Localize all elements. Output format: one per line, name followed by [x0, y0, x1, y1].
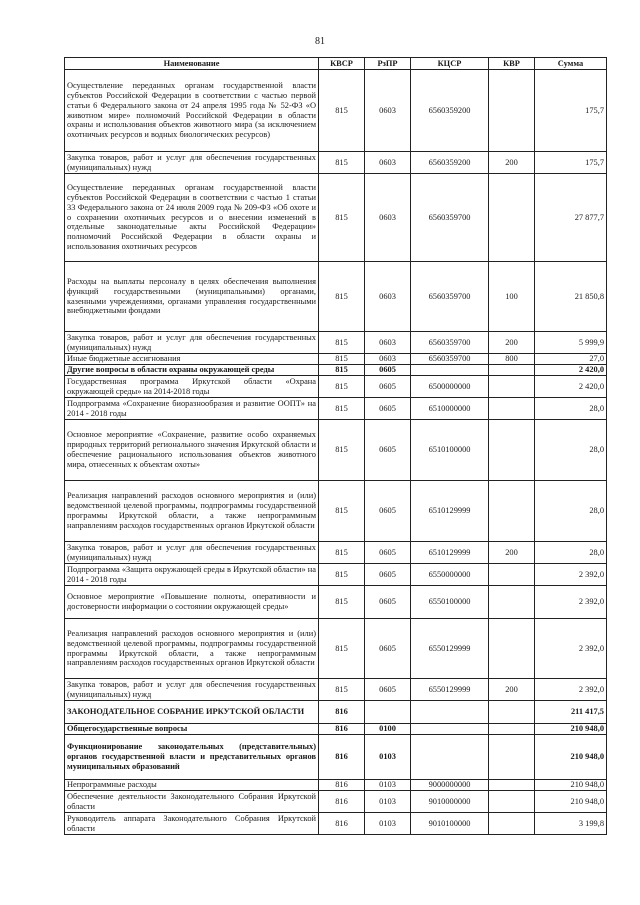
page-number: 81: [315, 36, 325, 47]
cell-name: Основное мероприятие «Сохранение, развитие особо охраняемых природных территорий регионального значения Иркутской области и обеспечение рационального использования объектов животного мира, отнесенных к объектам охоты»: [65, 420, 319, 481]
cell-kcsr: 6500000000: [411, 376, 489, 398]
cell-kcsr: 9000000000: [411, 780, 489, 791]
header-rppr: РзПР: [365, 58, 411, 70]
cell-sum: 2 420,0: [535, 365, 607, 376]
table-row: [65, 70, 607, 152]
cell-name: Руководитель аппарата Законодательного Собрания Иркутской области: [65, 813, 319, 835]
cell-name: Функционирование законодательных (представительных) органов государственной власти и представительных органов муниципальных образований: [65, 735, 319, 780]
cell-rppr: 0100: [365, 724, 411, 735]
cell-kcsr: 6510000000: [411, 398, 489, 420]
cell-rppr: 0103: [365, 791, 411, 813]
cell-kcsr: 6560359700: [411, 174, 489, 262]
cell-rppr: 0103: [365, 735, 411, 780]
cell-kcsr: 6560359200: [411, 70, 489, 152]
table-row: [65, 813, 607, 835]
cell-kvr: 200: [489, 679, 535, 701]
cell-name: Непрограммные расходы: [65, 780, 319, 791]
cell-name: Другие вопросы в области охраны окружающей среды: [65, 365, 319, 376]
table-row: [65, 332, 607, 354]
cell-kvsr: 815: [319, 586, 365, 619]
cell-kvr: [489, 376, 535, 398]
cell-sum: 21 850,8: [535, 262, 607, 332]
cell-kvsr: 815: [319, 481, 365, 542]
cell-rppr: 0605: [365, 420, 411, 481]
cell-rppr: 0603: [365, 152, 411, 174]
cell-sum: 28,0: [535, 398, 607, 420]
table-row: [65, 679, 607, 701]
cell-rppr: 0605: [365, 542, 411, 564]
cell-kvsr: 816: [319, 735, 365, 780]
cell-kcsr: [411, 701, 489, 724]
cell-kcsr: 6550129999: [411, 679, 489, 701]
cell-kvsr: 815: [319, 354, 365, 365]
cell-kvr: 200: [489, 332, 535, 354]
cell-kvsr: 816: [319, 724, 365, 735]
cell-rppr: 0603: [365, 332, 411, 354]
cell-kcsr: 6510129999: [411, 481, 489, 542]
cell-rppr: 0605: [365, 679, 411, 701]
cell-sum: 210 948,0: [535, 780, 607, 791]
cell-kvr: [489, 780, 535, 791]
cell-kvsr: 815: [319, 152, 365, 174]
cell-sum: 27,0: [535, 354, 607, 365]
cell-kvr: [489, 735, 535, 780]
table-row: [65, 791, 607, 813]
cell-kvsr: 815: [319, 365, 365, 376]
cell-sum: 210 948,0: [535, 735, 607, 780]
cell-name: Закупка товаров, работ и услуг для обеспечения государственных (муниципальных) нужд: [65, 332, 319, 354]
cell-name: Государственная программа Иркутской области «Охрана окружающей среды» на 2014-2018 годы: [65, 376, 319, 398]
cell-kvr: [489, 420, 535, 481]
cell-kvsr: 816: [319, 813, 365, 835]
cell-name: Общегосударственные вопросы: [65, 724, 319, 735]
cell-sum: 175,7: [535, 70, 607, 152]
table-row: [65, 735, 607, 780]
header-kcsr: КЦСР: [411, 58, 489, 70]
cell-kvr: 200: [489, 542, 535, 564]
cell-kvr: [489, 481, 535, 542]
cell-name: Иные бюджетные ассигнования: [65, 354, 319, 365]
cell-rppr: 0103: [365, 813, 411, 835]
table-row: [65, 365, 607, 376]
table-row: [65, 376, 607, 398]
cell-kvr: 100: [489, 262, 535, 332]
cell-kvsr: 815: [319, 70, 365, 152]
cell-rppr: 0605: [365, 586, 411, 619]
cell-kcsr: 6560359700: [411, 332, 489, 354]
cell-kcsr: 6560359700: [411, 262, 489, 332]
cell-kcsr: 9010000000: [411, 791, 489, 813]
cell-name: Подпрограмма «Защита окружающей среды в Иркутской области» на 2014 - 2018 годы: [65, 564, 319, 586]
table-row: [65, 542, 607, 564]
cell-kvr: [489, 70, 535, 152]
cell-kvsr: 815: [319, 262, 365, 332]
cell-rppr: [365, 701, 411, 724]
header-kvsr: КВСР: [319, 58, 365, 70]
cell-sum: 2 392,0: [535, 679, 607, 701]
table-row: [65, 354, 607, 365]
cell-sum: 27 877,7: [535, 174, 607, 262]
cell-kvsr: 816: [319, 701, 365, 724]
cell-kvsr: 815: [319, 542, 365, 564]
cell-kvr: 200: [489, 152, 535, 174]
cell-name: Основное мероприятие «Повышение полноты, оперативности и достоверности информации о состоянии окружающей среды»: [65, 586, 319, 619]
cell-kvr: [489, 813, 535, 835]
cell-kvr: [489, 174, 535, 262]
cell-name: Расходы на выплаты персоналу в целях обеспечения выполнения функций государственными (муниципальными) органами, казенными учреждениями, органами управления государственными внебюджетными фондами: [65, 262, 319, 332]
table-row: [65, 420, 607, 481]
cell-kcsr: 6550129999: [411, 619, 489, 679]
cell-kvr: 800: [489, 354, 535, 365]
table-row: [65, 481, 607, 542]
cell-kvsr: 815: [319, 619, 365, 679]
cell-kcsr: 6550100000: [411, 586, 489, 619]
cell-name: ЗАКОНОДАТЕЛЬНОЕ СОБРАНИЕ ИРКУТСКОЙ ОБЛАСТИ: [65, 701, 319, 724]
cell-kcsr: [411, 365, 489, 376]
cell-kvsr: 815: [319, 420, 365, 481]
table-row: [65, 262, 607, 332]
cell-sum: 2 420,0: [535, 376, 607, 398]
cell-kcsr: 6560359200: [411, 152, 489, 174]
header-name: Наименование: [65, 58, 319, 70]
cell-sum: 5 999,9: [535, 332, 607, 354]
cell-rppr: 0605: [365, 365, 411, 376]
cell-sum: 175,7: [535, 152, 607, 174]
table-body: [65, 70, 607, 835]
cell-rppr: 0605: [365, 619, 411, 679]
header-kvr: КВР: [489, 58, 535, 70]
cell-rppr: 0603: [365, 354, 411, 365]
cell-kvr: [489, 586, 535, 619]
cell-name: Закупка товаров, работ и услуг для обеспечения государственных (муниципальных) нужд: [65, 679, 319, 701]
cell-sum: 28,0: [535, 481, 607, 542]
cell-rppr: 0103: [365, 780, 411, 791]
table-row: [65, 586, 607, 619]
cell-sum: 28,0: [535, 542, 607, 564]
cell-kvsr: 816: [319, 780, 365, 791]
table-row: [65, 398, 607, 420]
cell-sum: 2 392,0: [535, 564, 607, 586]
cell-rppr: 0603: [365, 70, 411, 152]
cell-rppr: 0605: [365, 398, 411, 420]
cell-kcsr: 6550000000: [411, 564, 489, 586]
cell-kvr: [489, 619, 535, 679]
cell-kvsr: 815: [319, 679, 365, 701]
cell-name: Осуществление переданных органам государственной власти субъектов Российской Федерации в соответствии с частью 1 статьи 33 Федерального закона от 24 июля 2009 года № 209-ФЗ «Об охоте и о сохранении охотничьих ресурсов и о внесении изменений в отдельные законодательные акты Российской Федерации» полномочий Российской Федерации в области охраны и использования охотничьих ресурсов: [65, 174, 319, 262]
cell-rppr: 0605: [365, 564, 411, 586]
cell-kcsr: [411, 724, 489, 735]
cell-kvr: [489, 398, 535, 420]
cell-kvsr: 815: [319, 174, 365, 262]
cell-kvr: [489, 701, 535, 724]
cell-sum: 2 392,0: [535, 619, 607, 679]
cell-kvsr: 815: [319, 376, 365, 398]
cell-rppr: 0603: [365, 174, 411, 262]
cell-sum: 210 948,0: [535, 791, 607, 813]
cell-name: Подпрограмма «Сохранение биоразнообразия и развитие ООПТ» на 2014 - 2018 годы: [65, 398, 319, 420]
cell-rppr: 0605: [365, 376, 411, 398]
cell-name: Реализация направлений расходов основного мероприятия и (или) ведомственной целевой программы, подпрограммы государственной программы Иркутской области, а также непрограммным направлениям расходов государственных органов Иркутской области: [65, 619, 319, 679]
cell-kcsr: 9010100000: [411, 813, 489, 835]
cell-kcsr: 6510129999: [411, 542, 489, 564]
table-row: [65, 701, 607, 724]
cell-kvr: [489, 791, 535, 813]
cell-sum: 28,0: [535, 420, 607, 481]
cell-name: Осуществление переданных органам государственной власти субъектов Российской Федерации в соответствии с частью первой статьи 6 Федерального закона от 24 апреля 1995 года № 52-ФЗ «О животном мире» полномочий Российской Федерации в области охраны и использования объектов животного мира (за исключением охотничьих ресурсов и водных биологических ресурсов): [65, 70, 319, 152]
cell-rppr: 0603: [365, 262, 411, 332]
budget-table: [64, 57, 607, 835]
table-row: [65, 780, 607, 791]
cell-sum: 2 392,0: [535, 586, 607, 619]
cell-kvr: [489, 724, 535, 735]
cell-kcsr: 6510100000: [411, 420, 489, 481]
cell-sum: 210 948,0: [535, 724, 607, 735]
cell-sum: 211 417,5: [535, 701, 607, 724]
cell-name: Реализация направлений расходов основного мероприятия и (или) ведомственной целевой программы, подпрограммы государственной программы Иркутской области, а также непрограммным направлениям расходов государственных органов Иркутской области: [65, 481, 319, 542]
cell-kvsr: 815: [319, 332, 365, 354]
table-row: [65, 174, 607, 262]
cell-name: Обеспечение деятельности Законодательного Собрания Иркутской области: [65, 791, 319, 813]
table-row: [65, 152, 607, 174]
cell-name: Закупка товаров, работ и услуг для обеспечения государственных (муниципальных) нужд: [65, 152, 319, 174]
table-row: [65, 619, 607, 679]
cell-kcsr: [411, 735, 489, 780]
cell-name: Закупка товаров, работ и услуг для обеспечения государственных (муниципальных) нужд: [65, 542, 319, 564]
cell-kcsr: 6560359700: [411, 354, 489, 365]
cell-kvsr: 816: [319, 791, 365, 813]
cell-kvsr: 815: [319, 564, 365, 586]
cell-kvr: [489, 564, 535, 586]
header-sum: Сумма: [535, 58, 607, 70]
table-row: [65, 724, 607, 735]
cell-sum: 3 199,8: [535, 813, 607, 835]
cell-kvsr: 815: [319, 398, 365, 420]
cell-kvr: [489, 365, 535, 376]
table-header-row: [65, 58, 607, 70]
cell-rppr: 0605: [365, 481, 411, 542]
table-row: [65, 564, 607, 586]
